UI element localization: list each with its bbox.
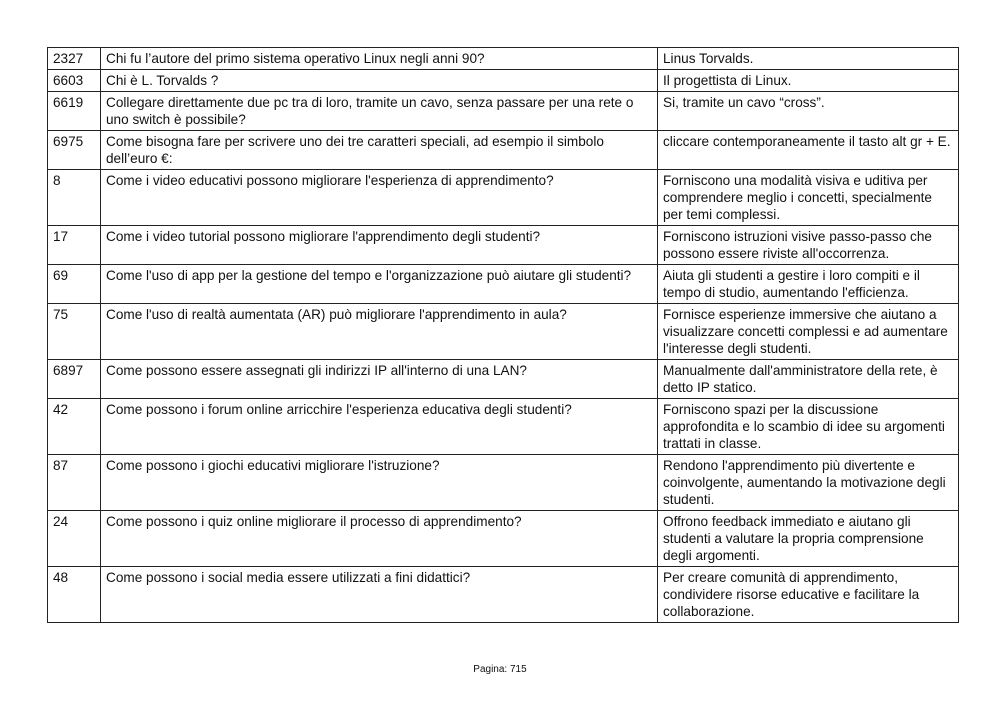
qa-table-body xyxy=(48,48,959,623)
question-cell: Come possono i forum online arricchire l'esperienza educativa degli studenti? xyxy=(101,399,658,455)
question-cell: Chi è L. Torvalds ? xyxy=(101,70,658,92)
question-cell: Come i video tutorial possono migliorare l'apprendimento degli studenti? xyxy=(101,226,658,265)
answer-cell: Per creare comunità di apprendimento, condividere risorse educative e facilitare la collaborazione. xyxy=(658,567,959,623)
answer-cell: Offrono feedback immediato e aiutano gli studenti a valutare la propria comprensione degli argomenti. xyxy=(658,511,959,567)
question-id-cell: 42 xyxy=(48,399,101,455)
question-id-cell: 2327 xyxy=(48,48,101,70)
answer-cell: Aiuta gli studenti a gestire i loro compiti e il tempo di studio, aumentando l'efficienza. xyxy=(658,265,959,304)
qa-table xyxy=(47,47,959,623)
question-id-cell: 6897 xyxy=(48,360,101,399)
question-cell: Come i video educativi possono migliorare l'esperienza di apprendimento? xyxy=(101,170,658,226)
table-row xyxy=(48,131,959,170)
answer-cell: Forniscono istruzioni visive passo-passo che possono essere riviste all'occorrenza. xyxy=(658,226,959,265)
question-cell: Chi fu l’autore del primo sistema operativo Linux negli anni 90? xyxy=(101,48,658,70)
table-row xyxy=(48,92,959,131)
question-id-cell: 48 xyxy=(48,567,101,623)
answer-cell: Si, tramite un cavo “cross”. xyxy=(658,92,959,131)
table-row xyxy=(48,399,959,455)
answer-cell: Forniscono una modalità visiva e uditiva per comprendere meglio i concetti, specialmente per temi complessi. xyxy=(658,170,959,226)
table-row xyxy=(48,70,959,92)
answer-cell: Fornisce esperienze immersive che aiutano a visualizzare concetti complessi e ad aumentare l'interesse degli studenti. xyxy=(658,304,959,360)
table-row xyxy=(48,226,959,265)
question-id-cell: 87 xyxy=(48,455,101,511)
question-id-cell: 17 xyxy=(48,226,101,265)
answer-cell: Rendono l'apprendimento più divertente e coinvolgente, aumentando la motivazione degli studenti. xyxy=(658,455,959,511)
question-cell: Come possono essere assegnati gli indirizzi IP all'interno di una LAN? xyxy=(101,360,658,399)
table-row xyxy=(48,360,959,399)
table-row xyxy=(48,265,959,304)
question-id-cell: 69 xyxy=(48,265,101,304)
table-row xyxy=(48,170,959,226)
question-cell: Come bisogna fare per scrivere uno dei tre caratteri speciali, ad esempio il simbolo dell’euro €: xyxy=(101,131,658,170)
question-cell: Come l'uso di realtà aumentata (AR) può migliorare l'apprendimento in aula? xyxy=(101,304,658,360)
table-row xyxy=(48,304,959,360)
question-id-cell: 6603 xyxy=(48,70,101,92)
question-cell: Come possono i giochi educativi migliorare l'istruzione? xyxy=(101,455,658,511)
table-row xyxy=(48,455,959,511)
answer-cell: Il progettista di Linux. xyxy=(658,70,959,92)
question-id-cell: 8 xyxy=(48,170,101,226)
table-row xyxy=(48,48,959,70)
question-cell: Collegare direttamente due pc tra di loro, tramite un cavo, senza passare per una rete o uno switch è possibile? xyxy=(101,92,658,131)
answer-cell: Linus Torvalds. xyxy=(658,48,959,70)
answer-cell: Forniscono spazi per la discussione approfondita e lo scambio di idee su argomenti trattati in classe. xyxy=(658,399,959,455)
page-number: Pagina: 715 xyxy=(473,664,527,675)
answer-cell: cliccare contemporaneamente il tasto alt gr + E. xyxy=(658,131,959,170)
question-cell: Come possono i quiz online migliorare il processo di apprendimento? xyxy=(101,511,658,567)
question-id-cell: 6619 xyxy=(48,92,101,131)
question-id-cell: 75 xyxy=(48,304,101,360)
question-id-cell: 24 xyxy=(48,511,101,567)
answer-cell: Manualmente dall'amministratore della rete, è detto IP statico. xyxy=(658,360,959,399)
table-row xyxy=(48,511,959,567)
question-id-cell: 6975 xyxy=(48,131,101,170)
question-cell: Come possono i social media essere utilizzati a fini didattici? xyxy=(101,567,658,623)
question-cell: Come l'uso di app per la gestione del tempo e l'organizzazione può aiutare gli studenti? xyxy=(101,265,658,304)
table-row xyxy=(48,567,959,623)
